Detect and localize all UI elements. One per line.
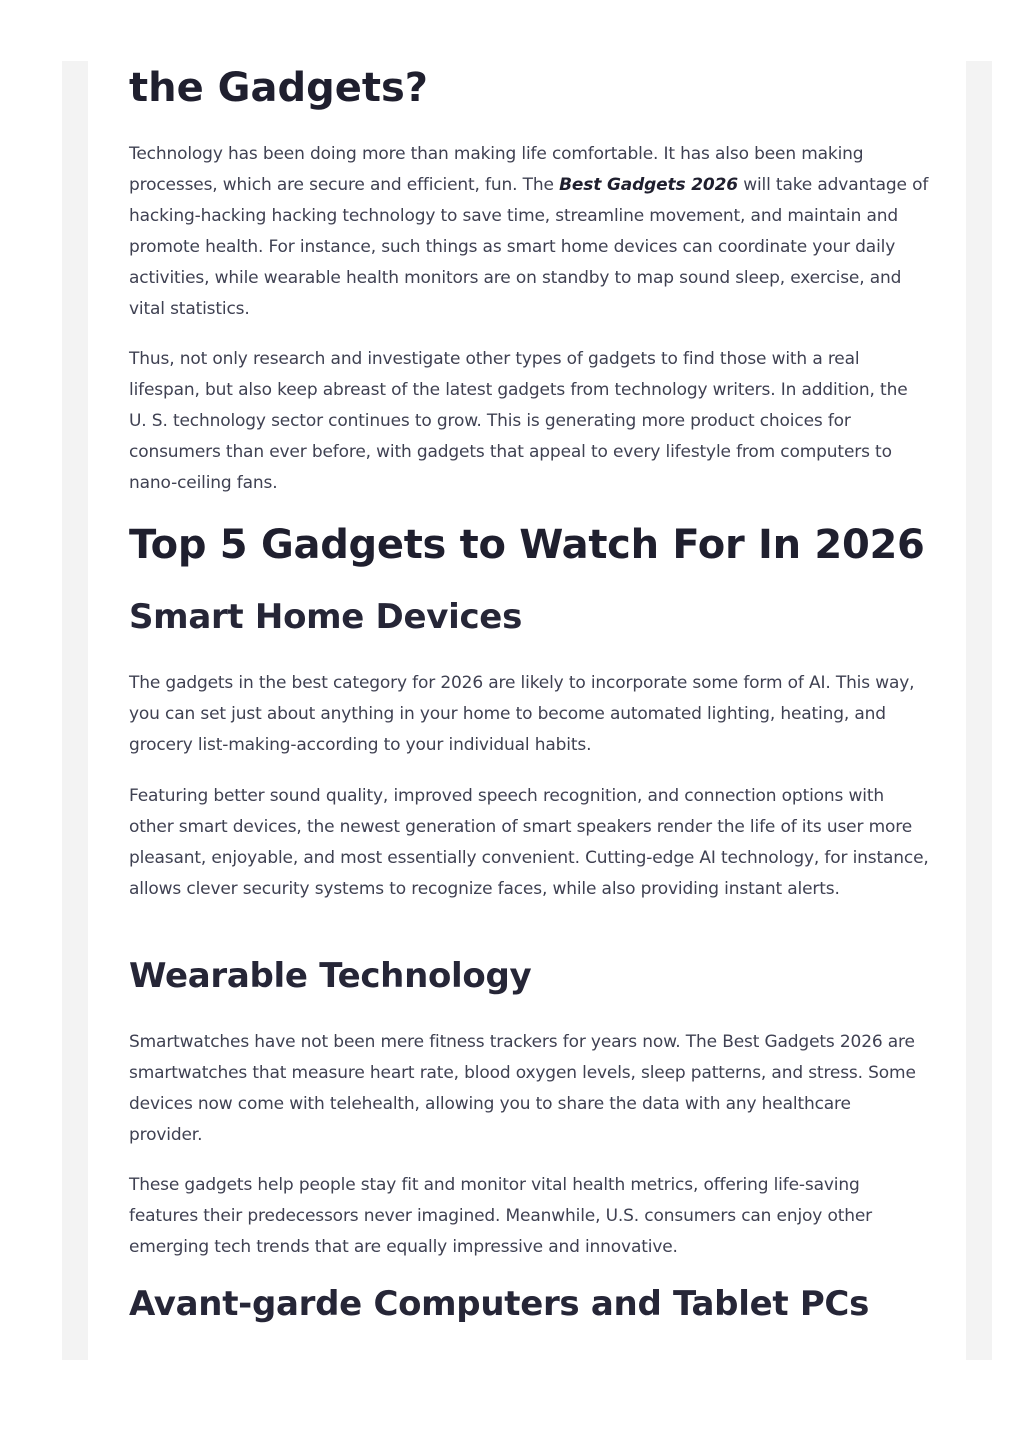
- subheading-computers: Avant-garde Computers and Tablet PCs: [129, 1284, 870, 1324]
- wearable-paragraph-2: These gadgets help people stay fit and monitor vital health metrics, offering life-saving features their predecessors never imagined. Meanwhile, U.S. consumers can enjoy other emerging tech trends that are equally impressive and innovative.: [129, 1175, 873, 1257]
- right-margin-bar: [966, 61, 992, 1360]
- intro-paragraph-2: Thus, not only research and investigate other types of gadgets to find those with a real lifespan, but also keep abreast of the latest gadgets from technology writers. In addition, the U. S. technology sector continues to grow. This is generating more product choices for consumers than ever before, with gadgets that appeal to every lifestyle from computers to nano-ceiling fans.: [129, 349, 908, 493]
- heading-partial: the Gadgets?: [129, 65, 429, 111]
- subheading-smart-home: Smart Home Devices: [129, 597, 523, 637]
- wearable-paragraph-1: Smartwatches have not been mere fitness trackers for years now. The Best Gadgets 2026 are smartwatches that measure heart rate, blood oxygen levels, sleep patterns, and stress. Some devices now come with telehealth, allowing you to share the data with any healthcare provider.: [129, 1032, 916, 1145]
- subheading-wearable: Wearable Technology: [129, 956, 532, 996]
- smart-home-paragraph-2: Featuring better sound quality, improved speech recognition, and connection options with other smart devices, the newest generation of smart speakers render the life of its user more pleasant, enjoyable, and most essentially convenient. Cutting-edge AI technology, for instance, allows clever security systems to recognize faces, while also providing instant alerts.: [129, 786, 929, 899]
- emphasis-best-gadgets: Best Gadgets 2026: [559, 175, 738, 195]
- section-heading-top-5: Top 5 Gadgets to Watch For In 2026: [129, 522, 925, 568]
- intro-paragraph-1: Technology has been doing more than making life comfortable. It has also been making processes, which are secure and efficient, fun. The Best Gadgets 2026 will take advantage of hacking-hacking hacking technology to save time, streamline movement, and maintain and promote health. For instance, such things as smart home devices can coordinate your daily activities, while wearable health monitors are on standby to map sound sleep, exercise, and vital statistics.: [129, 144, 929, 319]
- left-margin-bar: [62, 61, 88, 1360]
- smart-home-paragraph-1: The gadgets in the best category for 2026 are likely to incorporate some form of AI. This way, you can set just about anything in your home to become automated lighting, heating, and grocery list-making-according to your individual habits.: [129, 673, 915, 755]
